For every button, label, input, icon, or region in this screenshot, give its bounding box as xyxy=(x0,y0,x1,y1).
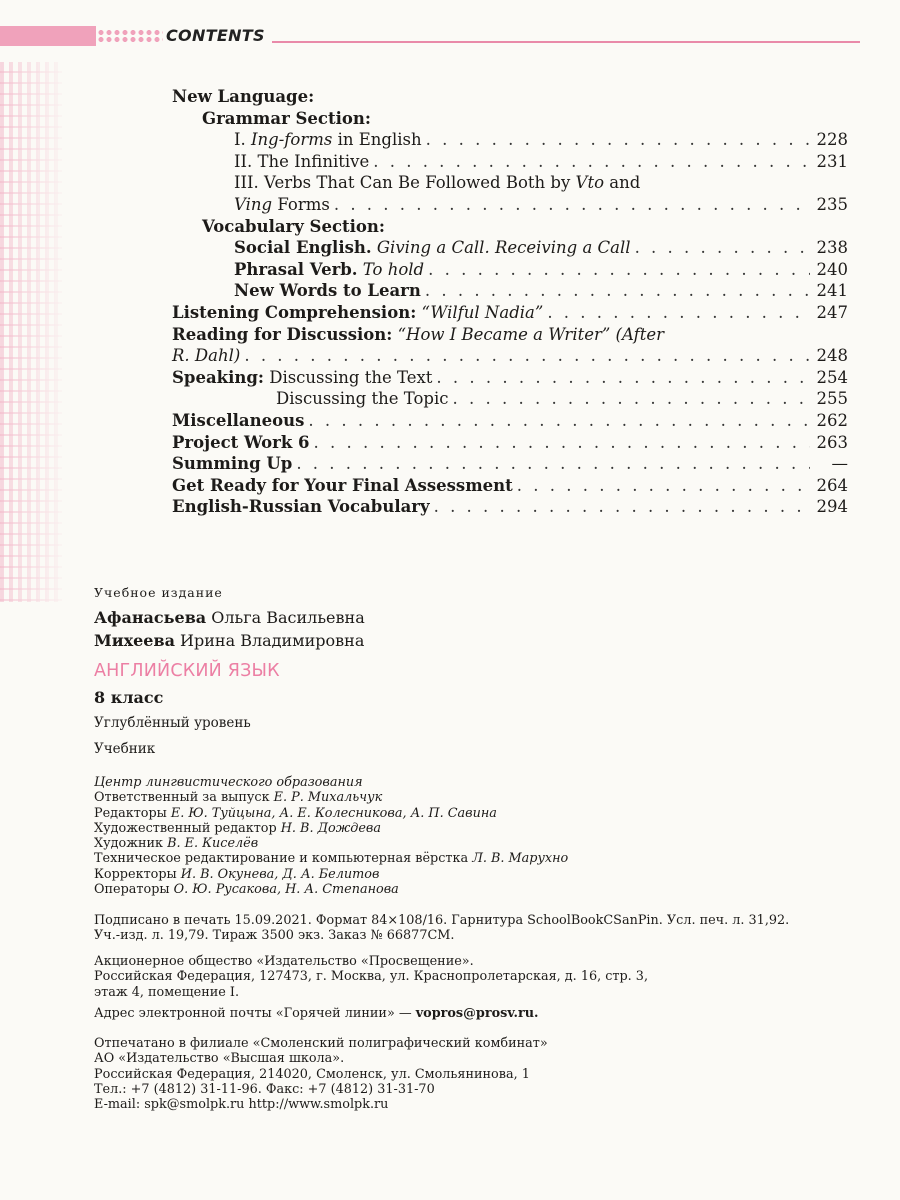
author-given-name: Ирина Владимировна xyxy=(174,631,365,650)
toc-page-number: 238 xyxy=(816,238,848,258)
printer-line: E-mail: spk@smolpk.ru http://www.smolpk.ru xyxy=(94,1097,389,1113)
toc-text: New Words to Learn xyxy=(234,281,421,301)
print-line: Подписано в печать 15.09.2021. Формат 84×108/16. Гарнитура SchoolBookCSanPin. Усл. печ. л. 31,92. xyxy=(94,913,790,928)
publisher-line: этаж 4, помещение I. xyxy=(94,984,240,1000)
printer-line: Отпечатано в филиале «Смоленский полиграфический комбинат» xyxy=(94,1036,548,1051)
credits-label: Редакторы xyxy=(94,805,171,821)
hotline-email[interactable]: vopros@prosv.ru. xyxy=(415,1006,539,1021)
toc-leader xyxy=(547,302,810,324)
toc-entry-speaking-text[interactable] xyxy=(172,367,848,389)
toc-text: Ing-forms xyxy=(251,130,333,150)
toc-leader xyxy=(635,237,810,259)
print-details xyxy=(94,913,789,944)
toc-leader xyxy=(428,259,810,281)
author-given-name: Ольга Васильевна xyxy=(206,608,365,627)
toc-vocabulary-section: Vocabulary Section: xyxy=(202,216,385,236)
credits-name: И. В. Окунева, Д. А. Белитов xyxy=(180,866,380,882)
toc-entry-listening[interactable] xyxy=(172,302,848,324)
grade: 8 класс xyxy=(94,688,164,707)
toc-leader xyxy=(426,129,810,151)
toc-text: II. The Infinitive xyxy=(234,151,370,171)
toc-text: Discussing the Text xyxy=(263,367,433,387)
page-title: CONTENTS xyxy=(166,26,265,45)
toc-entry-vocabulary[interactable] xyxy=(172,496,848,518)
credits-name: Н. В. Дождева xyxy=(280,820,382,836)
toc-page-number: 255 xyxy=(816,389,848,409)
toc-text: Listening Comprehension: xyxy=(172,302,417,322)
toc-entry-project-work[interactable] xyxy=(172,432,848,454)
toc-page-number: 247 xyxy=(816,302,848,322)
hotline xyxy=(94,1006,538,1021)
toc-text: Get Ready for Your Final Assessment xyxy=(172,475,513,495)
toc-text: To hold xyxy=(357,259,425,279)
side-decoration xyxy=(0,62,62,602)
toc-entry-verbs-line1[interactable] xyxy=(172,172,848,194)
toc-leader xyxy=(517,475,810,497)
credits-label: Операторы xyxy=(94,882,174,898)
toc-leader xyxy=(334,194,810,216)
author-surname: Афанасьева xyxy=(94,608,207,627)
toc-text: Giving a Call. Receiving a Call xyxy=(371,238,631,258)
toc-text: “Wilful Nadia” xyxy=(416,302,544,322)
credits-operators xyxy=(94,882,568,897)
toc-entry-social-english[interactable] xyxy=(172,237,848,259)
toc-page-number: — xyxy=(831,454,848,474)
credits-name: О. Ю. Русакова, Н. А. Степанова xyxy=(173,882,399,898)
toc-text: Ving xyxy=(234,194,273,214)
header-rule xyxy=(272,41,860,43)
toc-leader xyxy=(453,388,811,410)
toc-text: Vto xyxy=(575,173,605,193)
toc-entry-phrasal-verb[interactable] xyxy=(172,259,848,281)
author-1 xyxy=(94,608,365,627)
toc-page-number: 235 xyxy=(816,194,848,214)
toc-new-language: New Language: xyxy=(172,87,315,106)
toc-page-number: 294 xyxy=(816,497,848,517)
credits-label: Техническое редактирование и компьютерная вёрстка xyxy=(94,851,473,867)
toc-text: Social English. xyxy=(234,238,372,258)
credits-name: В. Е. Киселёв xyxy=(167,836,259,852)
credits-editors xyxy=(94,806,568,821)
toc-text: III. Verbs That Can Be Followed Both by xyxy=(234,173,576,193)
toc-text: Miscellaneous xyxy=(172,410,305,430)
toc-leader xyxy=(436,367,810,389)
book-title: АНГЛИЙСКИЙ ЯЗЫК xyxy=(94,661,280,681)
credits-label: Корректоры xyxy=(94,866,181,882)
toc-text: I. xyxy=(234,130,252,150)
toc-page-number: 264 xyxy=(816,475,848,495)
toc-entry-ing-forms[interactable] xyxy=(172,129,848,151)
toc-entry-new-words[interactable] xyxy=(172,280,848,302)
level: Углублённый уровень xyxy=(94,715,251,731)
toc-leader xyxy=(373,151,810,173)
header-color-band xyxy=(0,26,96,46)
print-line: Уч.-изд. л. 19,79. Тираж 3500 экз. Заказ № 66877СМ. xyxy=(94,928,455,944)
author-2 xyxy=(94,631,364,650)
credits-responsible xyxy=(94,790,568,805)
toc-leader xyxy=(244,345,810,367)
credits-proofreaders xyxy=(94,867,568,882)
toc-entry-infinitive[interactable] xyxy=(172,151,848,173)
toc-entry-miscellaneous[interactable] xyxy=(172,410,848,432)
toc-text: R. Dahl) xyxy=(172,346,241,366)
printer-line: АО «Издательство «Высшая школа». xyxy=(94,1051,345,1067)
credits-block xyxy=(94,775,568,897)
toc-page-number: 262 xyxy=(816,410,848,430)
toc-entry-speaking-topic[interactable] xyxy=(172,388,848,410)
toc-page-number: 228 xyxy=(816,130,848,150)
toc-text: Speaking: xyxy=(172,367,264,387)
toc-leader xyxy=(296,453,810,475)
toc-text: Phrasal Verb. xyxy=(234,259,358,279)
toc-text: Discussing the Topic xyxy=(276,389,449,409)
toc-page-number: 254 xyxy=(816,367,848,387)
toc-entry-reading-line2[interactable] xyxy=(172,345,848,367)
credits-art-editor xyxy=(94,821,568,836)
toc-leader xyxy=(308,410,810,432)
toc-text: Project Work 6 xyxy=(172,432,310,452)
toc-text: English-Russian Vocabulary xyxy=(172,497,430,517)
credits-name: Л. В. Марухно xyxy=(472,851,569,867)
credits-label: Ответственный за выпуск xyxy=(94,790,274,806)
header-dot-pattern xyxy=(97,29,163,43)
publisher-line: Российская Федерация, 127473, г. Москва, ул. Краснопролетарская, д. 16, стр. 3, xyxy=(94,969,649,985)
table-of-contents xyxy=(172,86,848,518)
toc-page-number: 263 xyxy=(816,432,848,452)
credits-artist xyxy=(94,836,568,851)
credits-name: Е. Р. Михальчук xyxy=(273,790,383,806)
toc-text: Forms xyxy=(272,194,330,214)
credits-center: Центр лингвистического образования xyxy=(94,775,363,790)
toc-page-number: 231 xyxy=(816,151,848,171)
author-surname: Михеева xyxy=(94,631,175,650)
publisher-line: Акционерное общество «Издательство «Просвещение». xyxy=(94,954,474,969)
edition-type: Учебное издание xyxy=(94,585,223,600)
publisher-details xyxy=(94,954,648,1000)
printer-details xyxy=(94,1036,548,1112)
credits-label: Художественный редактор xyxy=(94,820,281,836)
toc-leader xyxy=(434,496,810,518)
toc-page-number: 241 xyxy=(816,281,848,301)
toc-grammar-section: Grammar Section: xyxy=(202,108,371,128)
toc-text: “How I Became a Writer” (After xyxy=(392,324,665,344)
toc-entry-verbs-line2[interactable] xyxy=(172,194,848,216)
toc-leader xyxy=(425,280,810,302)
book-kind: Учебник xyxy=(94,741,156,757)
hotline-label: Адрес электронной почты «Горячей линии» — xyxy=(94,1006,416,1021)
toc-entry-get-ready[interactable] xyxy=(172,475,848,497)
toc-text: and xyxy=(604,173,641,193)
credits-label: Художник xyxy=(94,836,168,852)
toc-text: Summing Up xyxy=(172,454,293,474)
toc-entry-summing-up[interactable] xyxy=(172,453,848,475)
printer-line: Российская Федерация, 214020, Смоленск, ул. Смольянинова, 1 xyxy=(94,1066,530,1082)
credits-name: Е. Ю. Туйцына, А. Е. Колесникова, А. П. Савина xyxy=(170,805,497,821)
toc-page-number: 248 xyxy=(816,346,848,366)
printer-line: Тел.: +7 (4812) 31-11-96. Факс: +7 (4812) 31-31-70 xyxy=(94,1081,435,1097)
toc-text: Reading for Discussion: xyxy=(172,324,393,344)
toc-page-number: 240 xyxy=(816,259,848,279)
credits-tech xyxy=(94,851,568,866)
toc-text: in English xyxy=(332,130,422,150)
toc-entry-reading-line1[interactable] xyxy=(172,324,848,346)
toc-leader xyxy=(314,432,810,454)
